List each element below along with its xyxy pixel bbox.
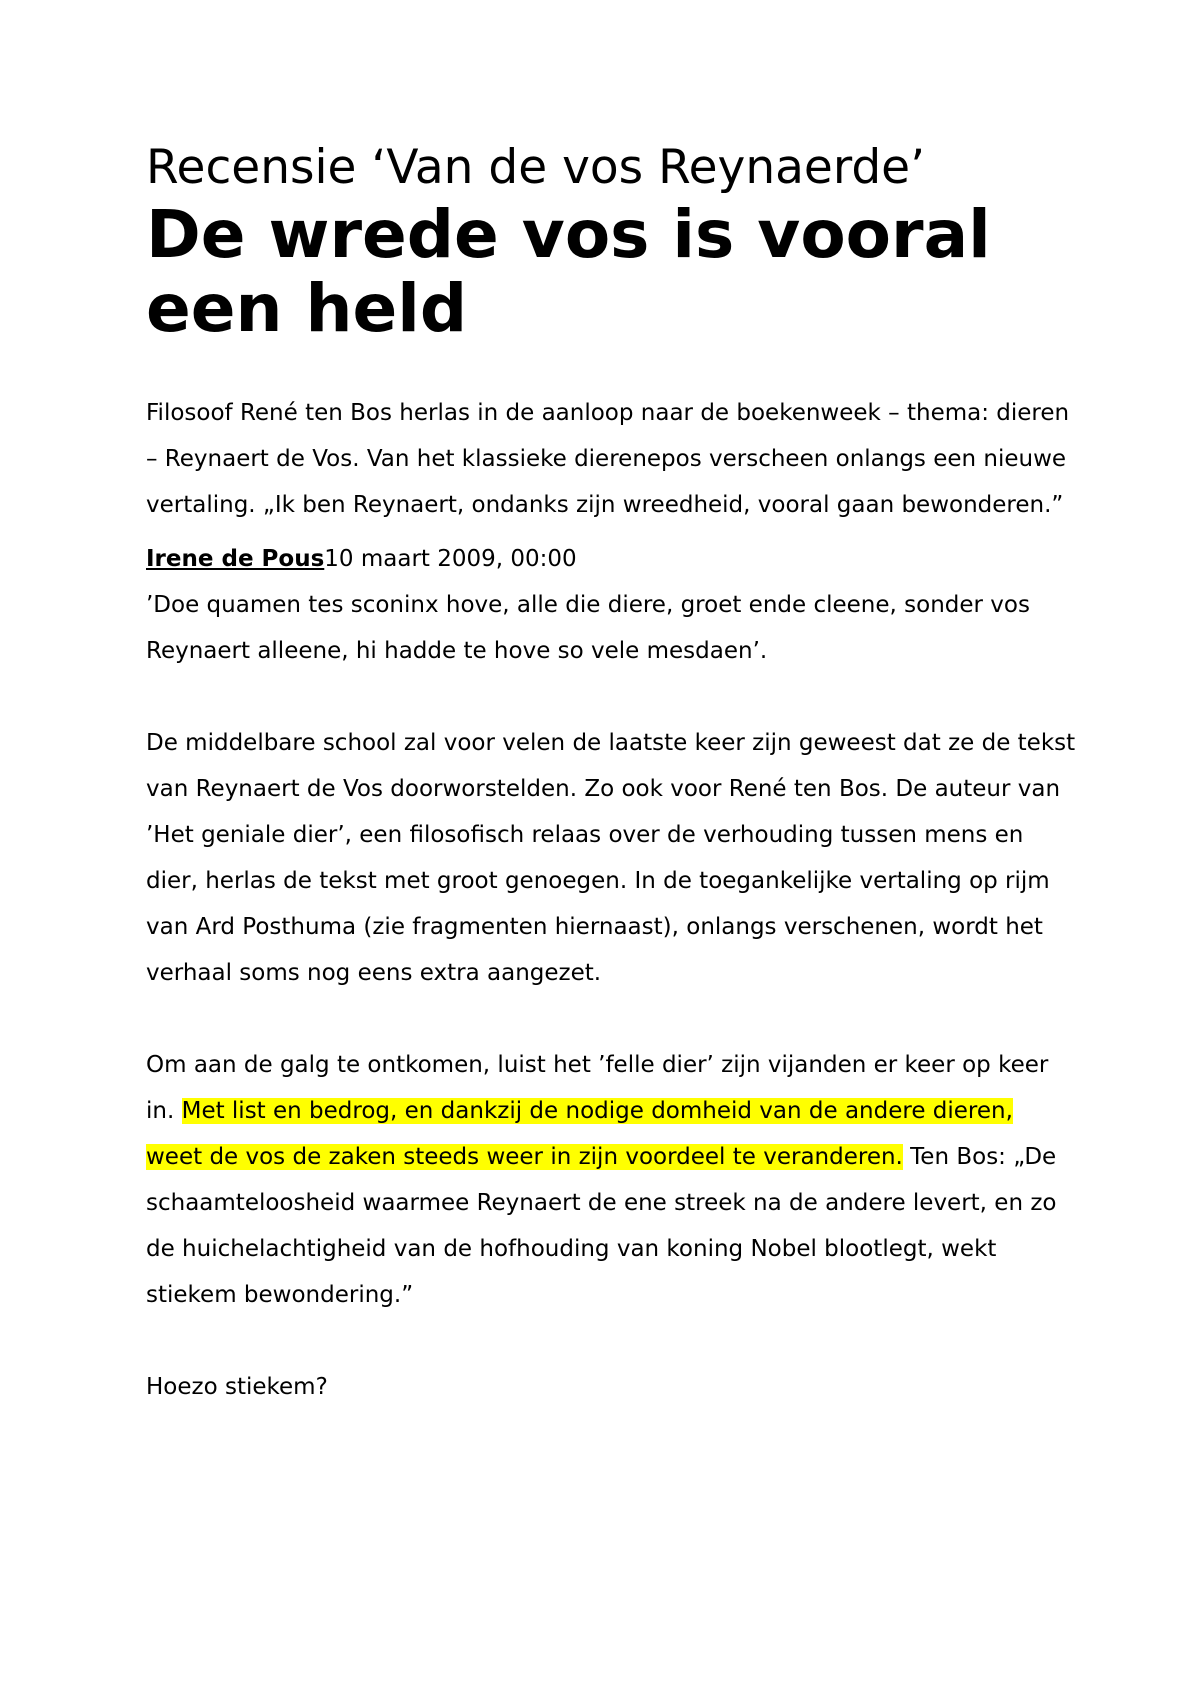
paragraph-2 bbox=[146, 1042, 1076, 1318]
article-headline: De wrede vos is vooral een held bbox=[146, 196, 991, 347]
document-page bbox=[146, 138, 1076, 1410]
highlighted-text: Met list en bedrog, en dankzij de nodige domheid van de andere dieren, weet de vos de zaken steeds weer in zijn voordeel te veranderen. bbox=[146, 1098, 1013, 1170]
publish-date: 10 maart 2009, 00:00 bbox=[324, 546, 577, 572]
paragraph-2-start: Om aan de galg te ontkomen, luist het ’felle dier’ zijn vijanden er keer op keer in. bbox=[146, 1052, 1049, 1124]
article-kicker: Recensie ‘Van de vos Reynaerde’ bbox=[146, 140, 926, 195]
paragraph-1: De middelbare school zal voor velen de laatste keer zijn geweest dat ze de tekst van Reynaert de Vos doorworstelden. Zo ook voor René ten Bos. De auteur van ’Het geniale dier’, een filosofisch relaas over de verhouding tussen mens en dier, herlas de tekst met groot genoegen. In de toegankelijke vertaling op rijm van Ard Posthuma (zie fragmenten hiernaast), onlangs verschenen, wordt het verhaal soms nog eens extra aangezet. bbox=[146, 730, 1076, 986]
author-link[interactable]: Irene de Pous bbox=[146, 546, 325, 572]
paragraph-3: Hoezo stiekem? bbox=[146, 1374, 328, 1400]
byline bbox=[146, 536, 1076, 582]
article-intro: Filosoof René ten Bos herlas in de aanloop naar de boekenweek – thema: dieren – Reynaert de Vos. Van het klassieke dierenepos verscheen onlangs een nieuwe vertaling. „Ik ben Reynaert, ondanks zijn wreedheid, vooral gaan bewonderen.” bbox=[146, 400, 1070, 518]
paragraph-2-end: Ten Bos: „De schaamteloosheid waarmee Reynaert de ene streek na de andere levert, en zo de huichelachtigheid van de hofhouding van koning Nobel blootlegt, wekt stiekem bewondering.” bbox=[146, 1144, 1057, 1308]
opening-quote: ’Doe quamen tes sconinx hove, alle die diere, groet ende cleene, sonder vos Reynaert alleene, hi hadde te hove so vele mesdaen’. bbox=[146, 592, 1030, 664]
